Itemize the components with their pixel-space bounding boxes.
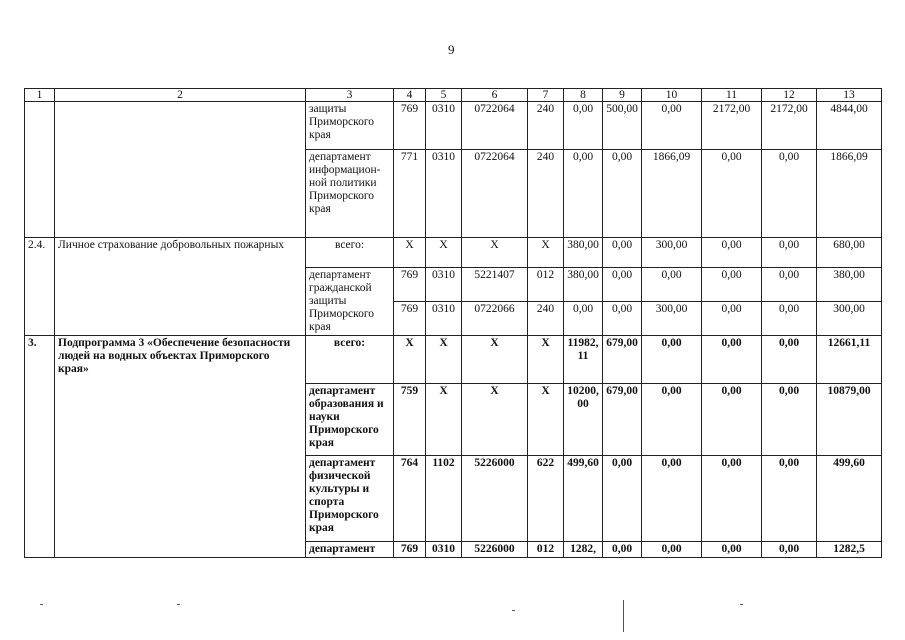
value-cell: 0,00 [702, 542, 762, 558]
code-cell: 0310 [426, 268, 462, 302]
budget-table [24, 88, 882, 558]
agency-cell: департамент информацион-ной политики Приморского края [306, 150, 394, 238]
value-cell: 0,00 [702, 150, 762, 238]
code-cell: 764 [394, 456, 426, 542]
code-cell: X [462, 238, 528, 268]
value-cell: 0,00 [762, 302, 817, 336]
code-cell: X [528, 384, 564, 456]
header-cell: 11 [702, 89, 762, 102]
row-name [55, 102, 306, 238]
value-cell: 0,00 [642, 542, 702, 558]
code-cell: 012 [528, 542, 564, 558]
value-cell: 380,00 [817, 268, 882, 302]
code-cell: 240 [528, 302, 564, 336]
header-cell: 10 [642, 89, 702, 102]
scan-mark [177, 604, 180, 605]
scan-mark [512, 610, 515, 611]
value-cell: 300,00 [642, 238, 702, 268]
code-cell: 0310 [426, 102, 462, 150]
agency-cell: департамент гражданской защиты Приморского края [306, 268, 394, 336]
row-name: Личное страхование добровольных пожарных [55, 238, 306, 336]
code-cell: 240 [528, 102, 564, 150]
row-number [25, 102, 55, 238]
header-cell: 8 [564, 89, 603, 102]
code-cell: X [426, 238, 462, 268]
value-cell: 0,00 [564, 302, 603, 336]
code-cell: X [426, 384, 462, 456]
header-cell: 1 [25, 89, 55, 102]
value-cell: 0,00 [603, 238, 642, 268]
value-cell: 0,00 [702, 384, 762, 456]
value-cell: 1282,5 [817, 542, 882, 558]
value-cell: 500,00 [603, 102, 642, 150]
code-cell: 5221407 [462, 268, 528, 302]
header-cell: 6 [462, 89, 528, 102]
row-number: 2.4. [25, 238, 55, 336]
code-cell: 0310 [426, 542, 462, 558]
code-cell: X [528, 336, 564, 384]
header-cell: 4 [394, 89, 426, 102]
code-cell: 0310 [426, 150, 462, 238]
value-cell: 0,00 [702, 238, 762, 268]
code-cell: 771 [394, 150, 426, 238]
header-cell: 3 [306, 89, 394, 102]
code-cell: 012 [528, 268, 564, 302]
value-cell: 0,00 [603, 542, 642, 558]
value-cell: 0,00 [762, 542, 817, 558]
table-row [25, 336, 882, 384]
value-cell: 0,00 [702, 268, 762, 302]
value-cell: 0,00 [762, 238, 817, 268]
value-cell: 12661,11 [817, 336, 882, 384]
scan-mark [40, 604, 43, 605]
value-cell: 679,00 [603, 384, 642, 456]
value-cell: 10879,00 [817, 384, 882, 456]
value-cell: 0,00 [564, 150, 603, 238]
value-cell: 11982,11 [564, 336, 603, 384]
value-cell: 0,00 [642, 102, 702, 150]
value-cell: 499,60 [564, 456, 603, 542]
value-cell: 0,00 [603, 302, 642, 336]
value-cell: 1866,09 [817, 150, 882, 238]
code-cell: 0310 [426, 302, 462, 336]
value-cell: 380,00 [564, 238, 603, 268]
value-cell: 0,00 [762, 268, 817, 302]
code-cell: 0722064 [462, 102, 528, 150]
value-cell: 2172,00 [702, 102, 762, 150]
scan-mark [623, 600, 624, 632]
code-cell: 759 [394, 384, 426, 456]
value-cell: 300,00 [817, 302, 882, 336]
value-cell: 1282, [564, 542, 603, 558]
code-cell: 622 [528, 456, 564, 542]
value-cell: 380,00 [564, 268, 603, 302]
row-number: 3. [25, 336, 55, 558]
value-cell: 679,00 [603, 336, 642, 384]
code-cell: 240 [528, 150, 564, 238]
agency-cell: департамент образования и науки Приморского края [306, 384, 394, 456]
agency-cell: департамент [306, 542, 394, 558]
header-cell: 12 [762, 89, 817, 102]
code-cell: 0722064 [462, 150, 528, 238]
header-row [25, 89, 882, 102]
code-cell: X [462, 336, 528, 384]
value-cell: 0,00 [642, 384, 702, 456]
header-cell: 13 [817, 89, 882, 102]
value-cell: 0,00 [702, 302, 762, 336]
value-cell: 300,00 [642, 302, 702, 336]
value-cell: 0,00 [564, 102, 603, 150]
value-cell: 0,00 [762, 384, 817, 456]
header-cell: 7 [528, 89, 564, 102]
code-cell: X [394, 238, 426, 268]
code-cell: 5226000 [462, 456, 528, 542]
agency-cell: всего: [306, 336, 394, 384]
value-cell: 4844,00 [817, 102, 882, 150]
code-cell: 769 [394, 268, 426, 302]
value-cell: 0,00 [603, 456, 642, 542]
code-cell: 769 [394, 302, 426, 336]
agency-cell: защиты Приморского края [306, 102, 394, 150]
value-cell: 1866,09 [642, 150, 702, 238]
value-cell: 0,00 [603, 150, 642, 238]
code-cell: 769 [394, 542, 426, 558]
value-cell: 0,00 [603, 268, 642, 302]
code-cell: 769 [394, 102, 426, 150]
value-cell: 0,00 [762, 456, 817, 542]
header-cell: 5 [426, 89, 462, 102]
value-cell: 0,00 [642, 336, 702, 384]
value-cell: 0,00 [702, 456, 762, 542]
code-cell: X [394, 336, 426, 384]
table-row [25, 238, 882, 268]
header-cell: 9 [603, 89, 642, 102]
code-cell: 1102 [426, 456, 462, 542]
value-cell: 0,00 [762, 336, 817, 384]
agency-cell: департамент физической культуры и спорта Приморского края [306, 456, 394, 542]
value-cell: 10200,00 [564, 384, 603, 456]
value-cell: 680,00 [817, 238, 882, 268]
scan-mark [740, 604, 743, 605]
value-cell: 0,00 [762, 150, 817, 238]
page-number: 9 [448, 42, 455, 57]
value-cell: 0,00 [642, 456, 702, 542]
code-cell: X [462, 384, 528, 456]
code-cell: X [528, 238, 564, 268]
code-cell: 0722066 [462, 302, 528, 336]
value-cell: 0,00 [702, 336, 762, 384]
row-name: Подпрограмма 3 «Обеспечение безопасности людей на водных объектах Приморского края» [55, 336, 306, 558]
value-cell: 499,60 [817, 456, 882, 542]
code-cell: 5226000 [462, 542, 528, 558]
code-cell: X [426, 336, 462, 384]
agency-cell: всего: [306, 238, 394, 268]
table-row [25, 102, 882, 150]
value-cell: 2172,00 [762, 102, 817, 150]
header-cell: 2 [55, 89, 306, 102]
value-cell: 0,00 [642, 268, 702, 302]
